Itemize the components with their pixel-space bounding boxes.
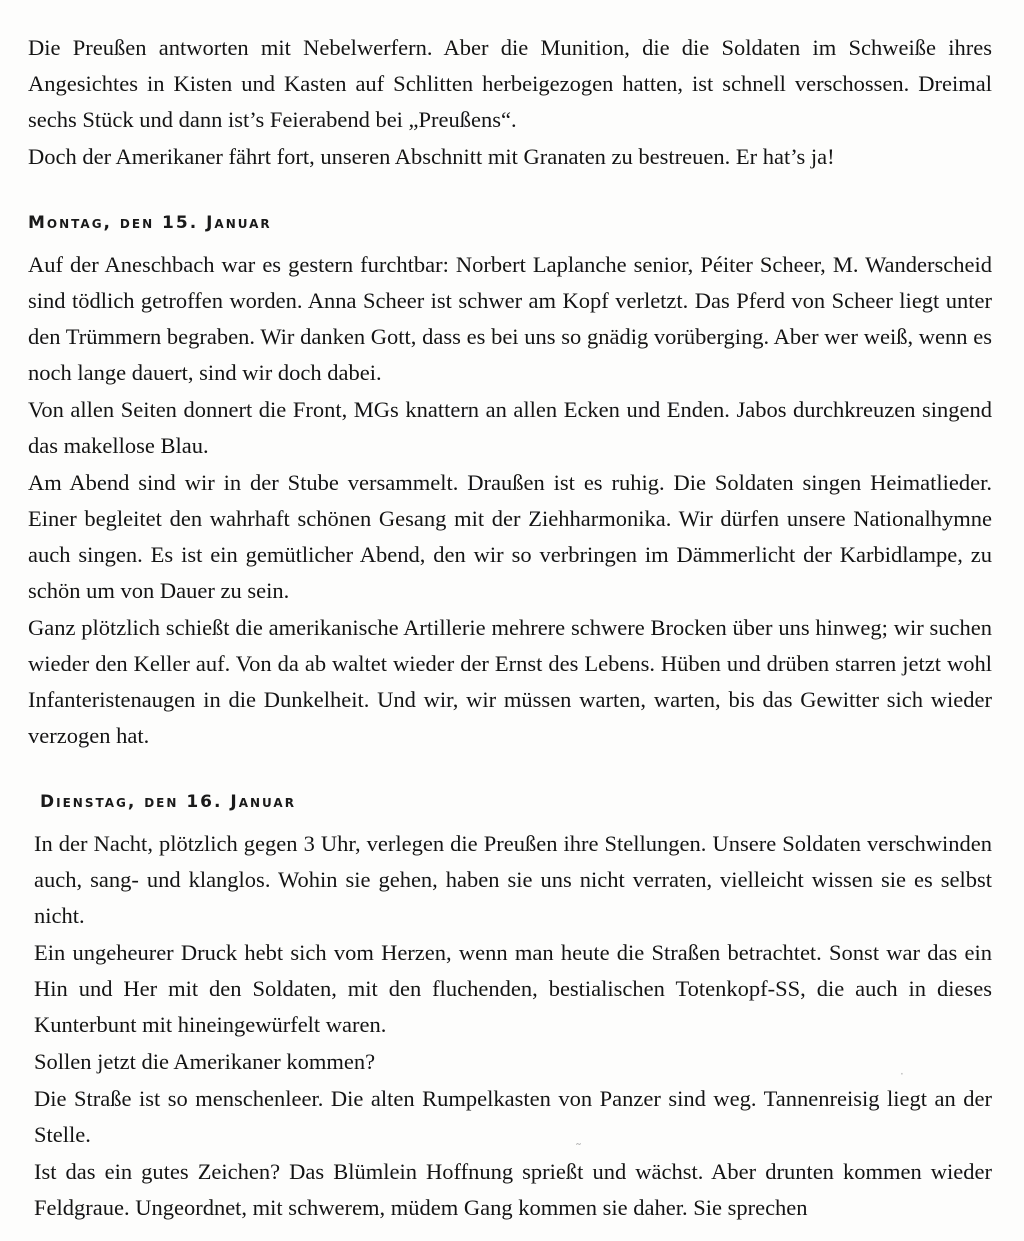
section-dienstag	[28, 790, 992, 1226]
paragraph: Doch der Amerikaner fährt fort, unseren Abschnitt mit Granaten zu bestreuen. Er hat’s ja!	[28, 144, 835, 169]
paragraph: Die Preußen antworten mit Nebelwerfern. Aber die Munition, die die Soldaten im Schweiße ihres Angesichtes in Kisten und Kasten auf Schlitten herbeigezogen hatten, ist schnell verschossen. Dreimal sechs Stück und dann ist’s Feierabend bei „Preußens“.	[28, 35, 992, 132]
paragraph: Die Straße ist so menschenleer. Die alten Rumpelkasten von Panzer sind weg. Tannenreisig liegt an der Stelle.	[34, 1086, 992, 1147]
paragraph: Ganz plötzlich schießt die amerikanische Artillerie mehrere schwere Brocken über uns hinweg; wir suchen wieder den Keller auf. Von da ab waltet wieder der Ernst des Lebens. Hüben und drüben starren jetzt wohl Infanteristenaugen in die Dunkelheit. Und wir, wir müssen warten, warten, bis das Gewitter sich wieder verzogen hat.	[28, 615, 992, 748]
paragraph: Ein ungeheurer Druck hebt sich vom Herzen, wenn man heute die Straßen betrachtet. Sonst war das ein Hin und Her mit den Soldaten, mit den fluchenden, bestialischen Totenkopf-SS, die auch in dieses Kunterbunt mit hineingewürfelt waren.	[34, 940, 992, 1037]
paragraph: In der Nacht, plötzlich gegen 3 Uhr, verlegen die Preußen ihre Stellungen. Unsere Soldaten verschwinden auch, sang- und klanglos. Wohin sie gehen, haben sie uns nicht verraten, vielleicht wissen sie es selbst nicht.	[34, 831, 992, 928]
scan-speck: ˜	[575, 1142, 582, 1158]
scan-speck: ·	[900, 1067, 904, 1081]
paragraph: Auf der Aneschbach war es gestern furchtbar: Norbert Laplanche senior, Péiter Scheer, M. Wanderscheid sind tödlich getroffen worden. Anna Scheer ist schwer am Kopf verletzt. Das Pferd von Scheer liegt unter den Trümmern begraben. Wir danken Gott, dass es bei uns so gnädig vorüberging. Aber wer weiß, wenn es noch lange dauert, sind wir doch dabei.	[28, 252, 992, 385]
section-heading: Montag, den 15. Januar	[28, 213, 272, 233]
section-montag	[28, 211, 992, 754]
paragraph: Von allen Seiten donnert die Front, MGs knattern an allen Ecken und Enden. Jabos durchkreuzen singend das makellose Blau.	[28, 397, 992, 458]
section-heading: Dienstag, den 16. Januar	[40, 792, 296, 812]
paragraph: Ist das ein gutes Zeichen? Das Blümlein Hoffnung sprießt und wächst. Aber drunten kommen wieder Feldgraue. Ungeordnet, mit schwerem, müdem Gang kommen sie daher. Sie sprechen	[34, 1159, 992, 1220]
paragraph: Sollen jetzt die Amerikaner kommen?	[34, 1049, 376, 1074]
paragraph: Am Abend sind wir in der Stube versammelt. Draußen ist es ruhig. Die Soldaten singen Heimatlieder. Einer begleitet den wahrhaft schönen Gesang mit der Ziehharmonika. Wir dürfen unsere Nationalhymne auch singen. Es ist ein gemütlicher Abend, den wir so verbringen im Dämmerlicht der Karbidlampe, zu schön um von Dauer zu sein.	[28, 470, 992, 603]
intro-block	[28, 30, 992, 175]
